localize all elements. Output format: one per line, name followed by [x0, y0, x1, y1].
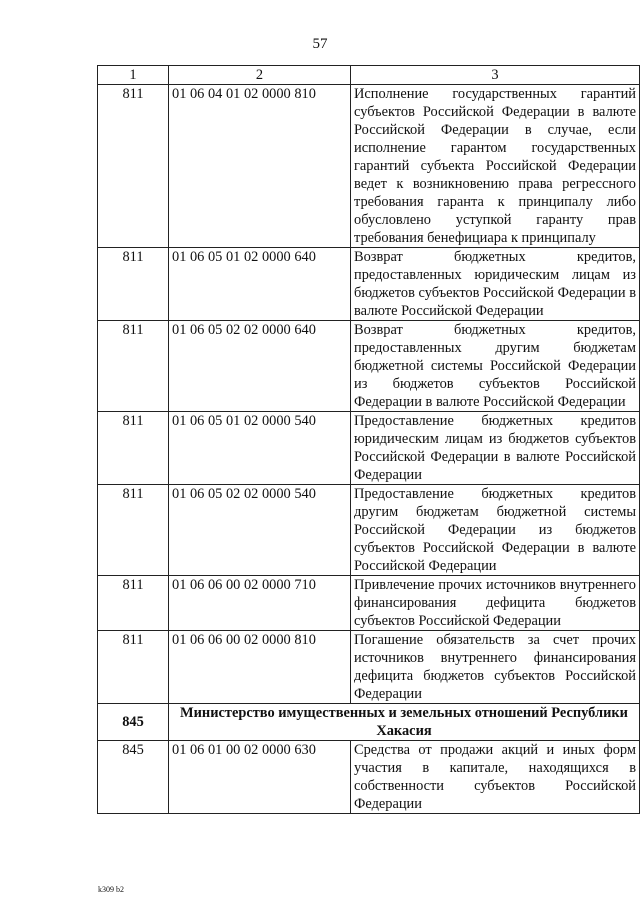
table-row — [98, 321, 640, 412]
description-cell: Предоставление бюджетных кредитов юридическим лицам из бюджетов субъектов Российской Федерации в валюте Российской Федерации — [351, 412, 640, 485]
description-cell: Погашение обязательств за счет прочих источников внутреннего финансирования дефицита бюджетов субъектов Российской Федерации — [351, 631, 640, 704]
column-header-2: 2 — [169, 66, 351, 85]
table-row — [98, 412, 640, 485]
source-code-cell: 01 06 05 01 02 0000 540 — [169, 412, 351, 485]
admin-code-cell: 811 — [98, 412, 169, 485]
table-row — [98, 631, 640, 704]
admin-code-cell: 845 — [98, 741, 169, 814]
description-cell: Средства от продажи акций и иных форм участия в капитале, находящихся в собственности субъектов Российской Федерации — [351, 741, 640, 814]
admin-code-cell: 811 — [98, 248, 169, 321]
source-code-cell: 01 06 01 00 02 0000 630 — [169, 741, 351, 814]
page-number: 57 — [312, 36, 328, 52]
table-row — [98, 248, 640, 321]
section-header-row — [98, 704, 640, 741]
table-row — [98, 576, 640, 631]
admin-code-cell: 811 — [98, 576, 169, 631]
column-header-1: 1 — [98, 66, 169, 85]
footer-document-code: k309 b2 — [98, 885, 124, 894]
source-code-cell: 01 06 06 00 02 0000 810 — [169, 631, 351, 704]
table-row — [98, 485, 640, 576]
description-cell: Исполнение государственных гарантий субъектов Российской Федерации в валюте Российской Федерации в случае, если исполнение гарантом государственных гарантий субъекта Российской Федерации ведет к возникновению права регрессного требования гаранта к принципалу либо обусловлено уступкой гаранту прав требования бенефициара к принципалу — [351, 85, 640, 248]
description-cell: Возврат бюджетных кредитов, предоставленных юридическим лицам из бюджетов субъектов Российской Федерации в валюте Российской Федерации — [351, 248, 640, 321]
admin-code-cell: 811 — [98, 631, 169, 704]
source-code-cell: 01 06 05 02 02 0000 640 — [169, 321, 351, 412]
admin-code-cell: 811 — [98, 485, 169, 576]
column-header-3: 3 — [351, 66, 640, 85]
source-code-cell: 01 06 05 01 02 0000 640 — [169, 248, 351, 321]
source-code-cell: 01 06 06 00 02 0000 710 — [169, 576, 351, 631]
table-row — [98, 85, 640, 248]
table-header-row — [98, 66, 640, 85]
section-title-cell: Министерство имущественных и земельных отношений Республики Хакасия — [169, 704, 640, 741]
description-cell: Предоставление бюджетных кредитов другим бюджетам бюджетной системы Российской Федерации из бюджетов субъектов Российской Федерации в валюте Российской Федерации — [351, 485, 640, 576]
budget-sources-table — [97, 65, 640, 814]
description-cell: Привлечение прочих источников внутреннего финансирования дефицита бюджетов субъектов Российской Федерации — [351, 576, 640, 631]
admin-code-cell: 811 — [98, 321, 169, 412]
table-row — [98, 741, 640, 814]
admin-code-cell: 811 — [98, 85, 169, 248]
source-code-cell: 01 06 05 02 02 0000 540 — [169, 485, 351, 576]
section-admin-code-cell: 845 — [98, 704, 169, 741]
description-cell: Возврат бюджетных кредитов, предоставленных другим бюджетам бюджетной системы Российской Федерации из бюджетов субъектов Российской Федерации в валюте Российской Федерации — [351, 321, 640, 412]
source-code-cell: 01 06 04 01 02 0000 810 — [169, 85, 351, 248]
